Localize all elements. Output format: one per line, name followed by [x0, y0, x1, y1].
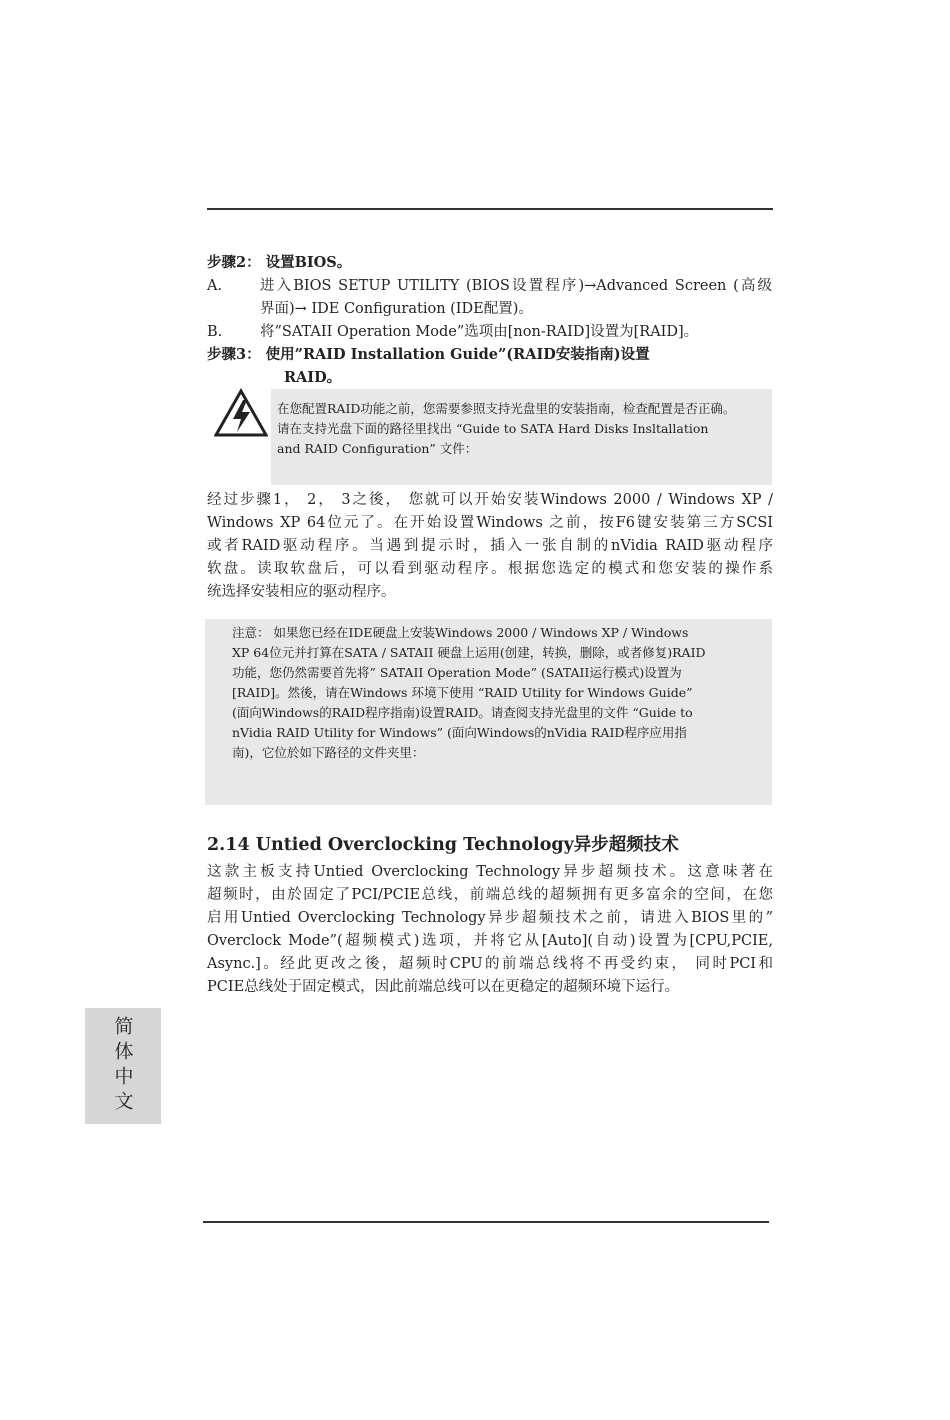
step2-a-line1: 进入BIOS SETUP UTILITY (BIOS设置程序)→Advanced Screen (高级 [260, 278, 772, 294]
note-line1: 注意： 如果您已经在IDE硬盘上安装Windows 2000 / Windows XP / Windows [232, 625, 689, 640]
para1-line2: Windows XP 64位元了。在开始设置Windows 之前，按F6键安装第三方SCSI [207, 515, 773, 531]
step3-title-line2: RAID。 [284, 369, 342, 386]
language-side-tab-label: 简体中文 [111, 1016, 134, 1116]
step2-b-line1: 将”SATAII Operation Mode”选项由[non-RAID]设置为[RAID]。 [260, 324, 699, 340]
para1-line1: 经过步骤1， 2， 3之後， 您就可以开始安装Windows 2000 / Windows XP / [207, 492, 773, 508]
step2-a-label: A. [207, 278, 223, 294]
step2-b-label: B. [207, 324, 223, 340]
warning-line2: 请在支持光盘下面的路径里找出 “Guide to SATA Hard Disks Insltallation [277, 421, 709, 436]
footer-rule [203, 1221, 769, 1223]
para1-line4: 软盘。读取软盘后，可以看到驱动程序。根据您选定的模式和您安装的操作系 [207, 561, 773, 577]
section-heading: 2.14 Untied Overclocking Technology异步超频技术 [207, 835, 679, 855]
para1-line3: 或者RAID驱动程序。当遇到提示时，插入一张自制的nVidia RAID驱动程序 [207, 538, 773, 554]
language-side-tab [85, 1008, 161, 1124]
note-line3: 功能，您仍然需要首先将” SATAII Operation Mode” (SATAII运行模式)设置为 [232, 665, 682, 680]
note-line4: [RAID]。然後，请在Windows 环境下使用 “RAID Utility for Windows Guide” [232, 685, 693, 700]
section-line3: 启用Untied Overclocking Technology异步超频技术之前，请进入BIOS里的” [207, 910, 773, 926]
warning-lightning-icon [214, 388, 268, 438]
section-line1: 这款主板支持Untied Overclocking Technology异步超频技术。这意味著在 [207, 864, 773, 880]
note-line7: 南)，它位於如下路径的文件夹里： [232, 745, 425, 760]
header-rule [207, 208, 773, 210]
warning-line1: 在您配置RAID功能之前，您需要参照支持光盘里的安装指南，检查配置是否正确。 [277, 401, 736, 416]
section-line4: Overclock Mode”(超频模式)选项，并将它从[Auto](自动)设置为[CPU,PCIE, [207, 933, 773, 949]
section-line2: 超频时，由於固定了PCI/PCIE总线，前端总线的超频拥有更多富余的空间，在您 [207, 887, 773, 903]
section-line6: PCIE总线处于固定模式，因此前端总线可以在更稳定的超频环境下运行。 [207, 979, 680, 995]
warning-line3: and RAID Configuration” 文件： [277, 441, 478, 456]
para1-line5: 统选择安装相应的驱动程序。 [207, 584, 396, 600]
note-line2: XP 64位元并打算在SATA / SATAII 硬盘上运用(创建，转换，删除，或者修复)RAID [232, 645, 706, 660]
step2-a-line2: 界面)→ IDE Configuration (IDE配置)。 [260, 301, 533, 317]
note-line6: nVidia RAID Utility for Windows” (面向Windows的nVidia RAID程序应用指 [232, 725, 687, 740]
step2-title: 步骤2： 设置BIOS。 [207, 254, 352, 271]
step3-title-line1: 步骤3： 使用”RAID Installation Guide”(RAID安装指南)设置 [207, 346, 650, 363]
section-line5: Async.]。经此更改之後，超频时CPU的前端总线将不再受约束， 同时PCI和 [207, 956, 773, 972]
note-line5: (面向Windows的RAID程序指南)设置RAID。请查阅支持光盘里的文件 “Guide to [232, 705, 693, 720]
